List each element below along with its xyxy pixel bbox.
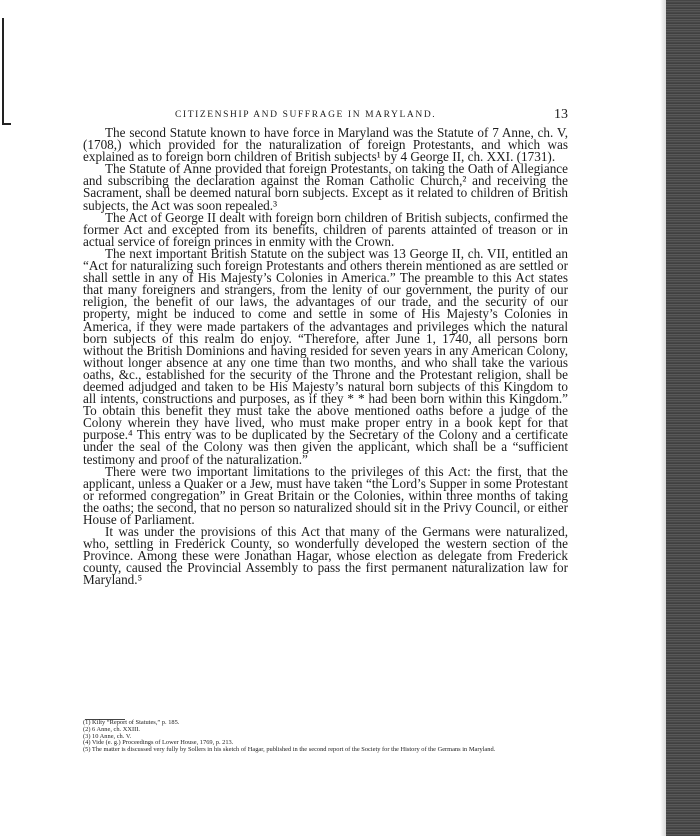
- paragraph-anne-provisions: The Statute of Anne provided that foreign Protestants, on taking the Oath of Allegiance and subscribing the declaration against the Roman Catholic Church,² and receiving the Sacrament, shall be deemed natural born subjects. Except as it related to children of British subjects, the Act was soon repealed.³: [83, 161, 568, 213]
- paragraph-13-george-ii: The next important British Statute on the subject was 13 George II, ch. VII, entitled an “Act for naturalizing such foreign Protestants and others therein mentioned as are settled or shall settle in any of His Majesty’s Colonies in America.” The preamble to this Act states that many foreigners and strangers, from the lenity of our government, the purity of our religion, the benefit of our laws, the advantages of our trade, and the security of our property, might be induced to come and settle in some of His Majesty’s Colonies in America, if they were made partakers of the advantages and privileges which the natural born subjects of this realm do enjoy. “Therefore, after June 1, 1740, all persons born without the British Dominions and having resided for seven years in any American Colony, without longer absence at any one time than two months, and who shall take the various oaths, &c., established for the security of the Throne and the Protestant religion, shall be deemed adjudged and taken to be His Majesty’s natural born subjects of this Kingdom to all intents, constructions and purposes, as if they * * had been born within this Kingdom.” To obtain this benefit they must take the above mentioned oaths before a judge of the Colony wherein they have lived, who must make proper entry in a book kept for that purpose.⁴ This entry was to be duplicated by the Secretary of the Colony and a certificate under the seal of the Colony was then given the applicant, which shall be a “sufficient testimony and proof of the naturalization.”: [83, 245, 568, 467]
- running-title: CITIZENSHIP AND SUFFRAGE IN MARYLAND.: [175, 110, 437, 120]
- scan-edge: [666, 0, 700, 836]
- page-header: [83, 108, 568, 126]
- footnote-5: (5) The matter is discussed very fully by Sollers in his sketch of Hagar, published in the second report of the Society for the History of the Germans in Maryland.: [83, 746, 496, 754]
- body-text: [83, 127, 568, 587]
- binding-mark: [2, 18, 11, 125]
- paragraph-limitations: There were two important limitations to the privileges of this Act: the first, that the applicant, unless a Quaker or a Jew, must have taken “the Lord’s Supper in some Protestant or reformed congregation” in Great Britain or the Colonies, within three months of taking the oaths; the second, that no person so naturalized should sit in the Privy Council, or either House of Parliament.: [83, 463, 568, 527]
- footnote-1: (1) Kilty “Report of Statutes,” p. 185.: [83, 719, 180, 726]
- footnote-4: (4) Vide (e. g.) Proceedings of Lower House, 1769, p. 213.: [83, 739, 234, 747]
- page-number: 13: [554, 107, 568, 122]
- paragraph-statute-anne: The second Statute known to have force in Maryland was the Statute of 7 Anne, ch. V, (1708,) which provided for the naturalization of foreign Protestants, and which was explained as to foreign born children of British subjects¹ by 4 George II, ch. XXI. (1731).: [83, 125, 568, 165]
- footnote-2: (2) 6 Anne, ch. XXIII.: [83, 725, 140, 733]
- footnotes: [83, 720, 568, 754]
- paragraph-george-ii: The Act of George II dealt with foreign born children of British subjects, confirmed the former Act and excepted from its benefits, children of parents attainted of treason or in actual service of foreign princes in enmity with the Crown.: [83, 209, 568, 249]
- paragraph-frederick-county: It was under the provisions of this Act that many of the Germans were naturalized, who, settling in Frederick County, so wonderfully developed the western section of the Province. Among these were Jonathan Hagar, whose election as delegate from Frederick county, caused the Provincial Assembly to pass the first permanent naturalization law for Maryland.⁵: [83, 524, 568, 588]
- footnote-3: (3) 10 Anne, ch. V.: [83, 732, 132, 740]
